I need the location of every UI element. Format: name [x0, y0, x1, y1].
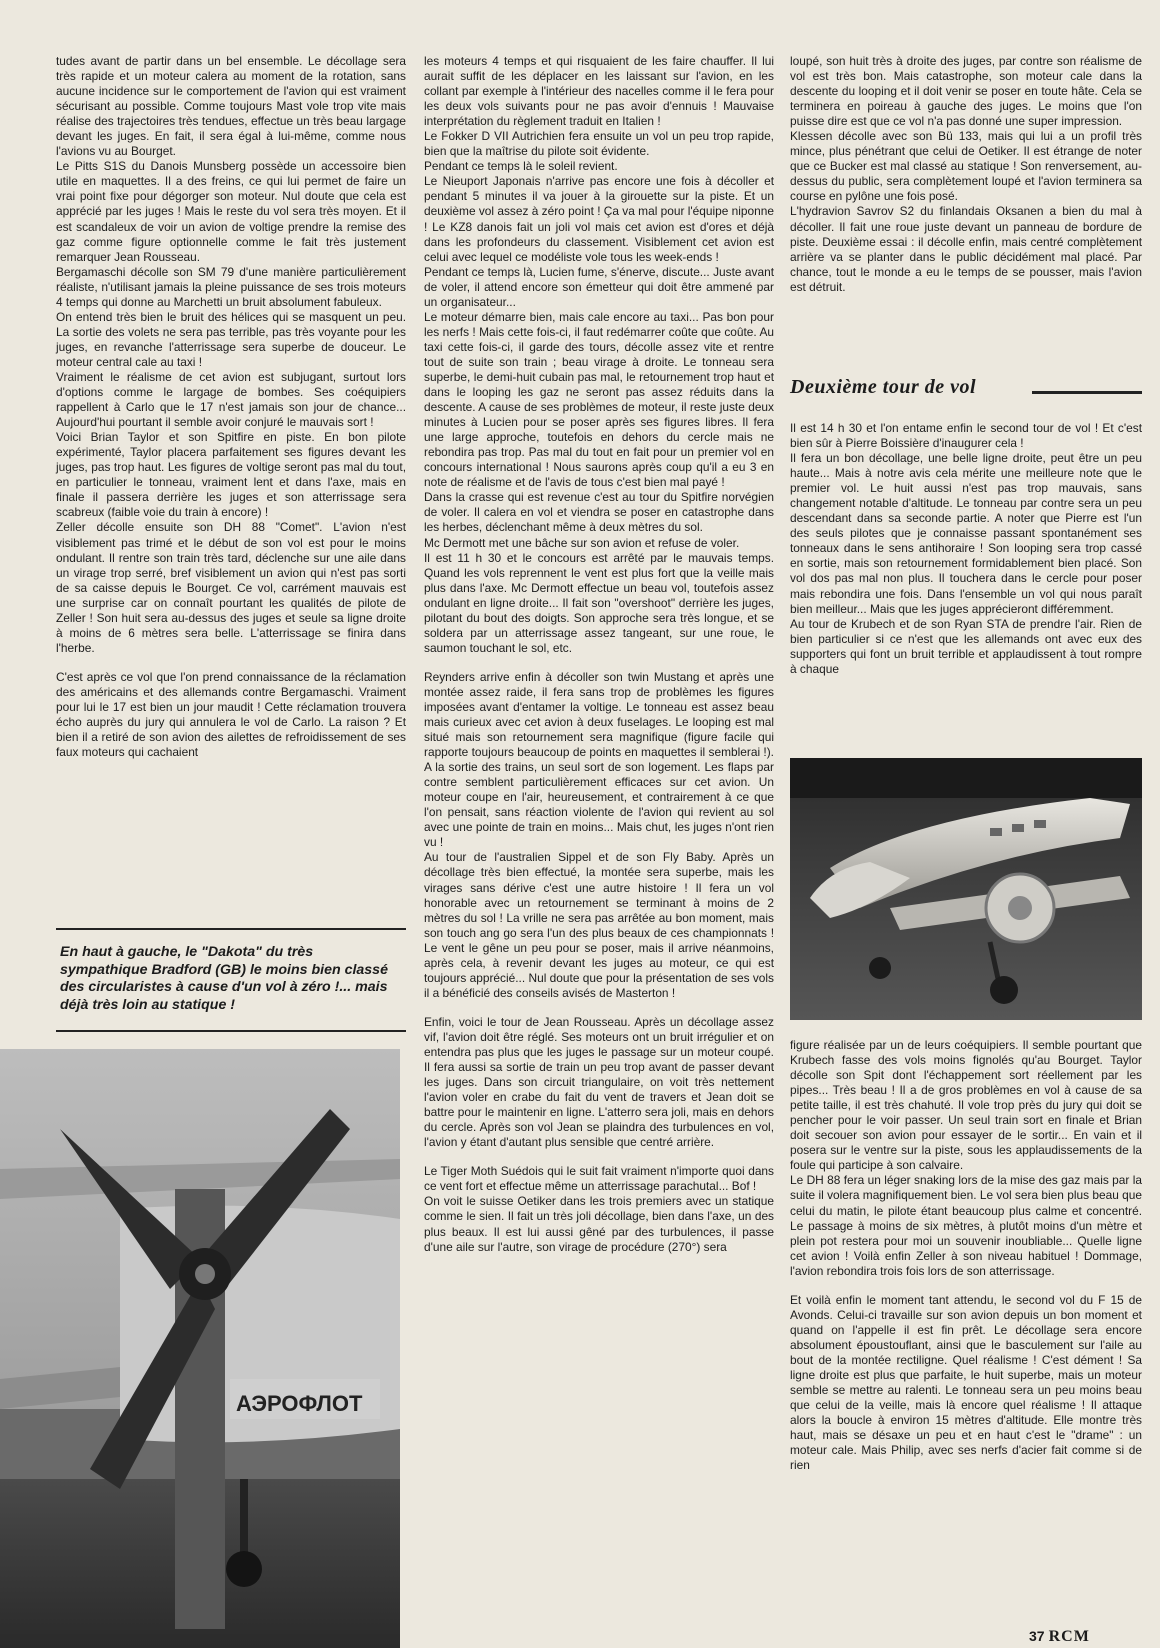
paragraph: Et voilà enfin le moment tant attendu, le second vol du F 15 de Avonds. Celui-ci travaille sur son avion depuis un bon moment et quand on l'appelle il est fin prêt. Le décollage sera encore absolument époustouflant, ainsi que le basculement sur l'aile au bout de la montée rectiligne. Quel réalisme ! C'est dément ! Sa ligne droite est plus que parfaite, le huit superbe, mais un moteur semble se mettre au ralenti. Le tonneau sera un peu moins beau que celui de la veille, mais là encore quel réalisme ! Il attaque alors la boucle à environ 15 mètres d'altitude. Elle montre très haut, mais se désaxe un peu et en haut c'est le "drame" : un moteur cale. Mais Philip, avec ses nerfs d'acier fait comme si de rien	[790, 1292, 1142, 1473]
heading-rule	[1032, 391, 1142, 394]
article-column-3-continued	[790, 1038, 1142, 1473]
page-footer	[1029, 1628, 1090, 1646]
paragraph: On entend très bien le bruit des hélices qui se masquent un peu. La sortie des volets ne sera pas terrible, pas très voyante pour les juges, en revanche l'atterrissage sera superbe de douceur. Le moteur central cale au taxi !	[56, 309, 406, 369]
paragraph: les moteurs 4 temps et qui risquaient de les faire chauffer. Il lui aurait suffit de les déplacer en les laissant sur l'avion, en les collant par exemple à l'intérieur des nacelles comme il le fera pour les deux vols suivants pour ne pas avoir d'ennuis ! Mauvaise interprétation du règlement traduit en Italien !	[424, 54, 774, 129]
dakota-illustration	[790, 758, 1142, 1020]
paragraph: Reynders arrive enfin à décoller son twin Mustang et après une montée assez raide, il fera sans trop de problèmes les figures imposées avant d'entamer la voltige. Le tonneau est assez beau mais curieux avec cet avion à deux fuselages. Le looping est mal situé mais son retournement sera magnifique (figure facile qui rapporte toujours beaucoup de points en maquettes il semblerai !). A la sortie des trains, un seul sort de son logement. Les flaps par contre semblent particulièrement efficaces sur cet avion. Un moteur coupe en l'air, heureusement, et contrairement à ce que l'on pensait, sans réaction violente de l'avion qui revient au sol avec une pointe de train en moins... Mais chut, les juges n'ont rien vu !	[424, 669, 774, 850]
paragraph: Il est 14 h 30 et l'on entame enfin le second tour de vol ! Et c'est bien sûr à Pierre Boissière d'inaugurer cela !	[790, 421, 1142, 451]
paragraph: Au tour de Krubech et de son Ryan STA de prendre l'air. Rien de bien particulier si ce n'est que les allemands ont avec eux des supporters qui font un bruit terrible et applaudissent à tout rompre à chaque	[790, 616, 1142, 676]
article-column-3-section	[790, 421, 1142, 677]
paragraph: loupé, son huit très à droite des juges, par contre son réalisme de vol est très bon. Mais catastrophe, son moteur cale dans la descente du looping et il doit venir se poser en toute hâte. Cela se terminera en poireau à gauche des juges. Le moins que l'on puisse dire est que ce vol n'a pas donné une super impression.	[790, 54, 1142, 129]
paragraph: Mc Dermott met une bâche sur son avion et refuse de voler.	[424, 535, 740, 550]
paragraph: Le Tiger Moth Suédois qui le suit fait vraiment n'importe quoi dans ce vent fort et effectue même un atterrissage parachutal... Bof !	[424, 1164, 774, 1194]
paragraph: On voit le suisse Oetiker dans les trois premiers avec un statique comme le sien. Il fait un très joli décollage, bien dans l'axe, un des plus beaux. Il est lui aussi gêné par des turbulences, il passe d'une aile sur l'autre, son virage de procédure (270°) sera	[424, 1194, 774, 1254]
article-column-1	[56, 54, 406, 760]
paragraph: Il fera un bon décollage, une belle ligne droite, peut être un peu haute... Mais à notre avis cela mérite une meilleure note que le premier vol. Le huit aussi n'est pas trop mauvais, sans changement notable d'altitude. Le tonneau par contre sera un peu descendant dans sa seconde partie. A noter que Pierre est l'un des seuls pilotes que je connaisse passant spontanément ses tonneaux dans le sens antihoraire ! Son looping sera trop cassé en sortie, mais son retournement formidablement bien placé. Son vol dos pas mal non plus. Il touchera dans le cercle pour poser mais rebondira une fois. Dans l'ensemble un vol qui nous paraît bien meilleur... Mais que les juges apprécieront différemment.	[790, 451, 1142, 616]
aeroflot-label: АЭРОФЛОТ	[236, 1391, 363, 1416]
paragraph: Le moteur démarre bien, mais cale encore au taxi... Pas bon pour les nerfs ! Mais cette fois-ci, il faut redémarrer coûte que coûte. Au taxi cette fois-ci, il garde des tours, décolle assez vite et rentre tout de suite son train ; beau virage à droite. Le tonneau sera superbe, le demi-huit cubain pas mal, le retournement trop haut et dans le looping les gaz ne seront pas assez réduits dans la descente. A cause de ses problèmes de moteur, il reste juste deux minutes à Lucien pour se poser après ses figures libres. Il fera une large approche, toutefois en dehors du cercle mais ne rebondira pas trop. Pas mal du tout en fait pour un premier vol en concours international ! Nous saurons après coup qu'il a eu 3 en note de réalisme et de l'avis de tous c'est bien mal payé !	[424, 309, 774, 490]
paragraph: Le Pitts S1S du Danois Munsberg possède un accessoire bien utile en maquettes. Il a des freins, ce qui lui permet de faire un vrai point fixe pour dégorger son moteur. Nul doute que cela est apprécié par les juges ! Mais le reste du vol sera très moyen. Et il est scandaleux de voir un avion de voltige prendre la remise des gaz comme figure optionnelle comme le fait très justement remarquer Jean Rousseau.	[56, 159, 406, 264]
photo-caption: En haut à gauche, le "Dakota" du très sympathique Bradford (GB) le moins bien classé des circularistes à cause d'un vol à zéro !... mais déjà très loin au statique !	[60, 944, 388, 1013]
paragraph: C'est après ce vol que l'on prend connaissance de la réclamation des américains et des allemands contre Bergamaschi. Vraiment pour lui le 17 est bien un jour maudit ! Cette réclamation trouvera écho auprès du jury qui annulera le vol de Carlo. La raison ? Et bien il a retiré de son avion des ailettes de refroidissement de ses faux moteurs qui cachaient	[56, 669, 406, 760]
paragraph: Pendant ce temps là, Lucien fume, s'énerve, discute... Juste avant de voler, il attend encore son émetteur qui doit être ammené par un organisateur...	[424, 264, 774, 309]
paragraph: Bergamaschi décolle son SM 79 d'une manière particulièrement réaliste, n'utilisant jamais la pleine puissance de ses trois moteurs 4 temps qui donne au Marchetti un bruit absolument fabuleux.	[56, 264, 406, 309]
paragraph: Le Nieuport Japonais n'arrive pas encore une fois à décoller et pendant 5 minutes il va jouer à la girouette sur la piste. Et un deuxième vol assez à zéro point ! Ça va mal pour l'équipe niponne ! Le KZ8 danois fait un joli vol mais cet avion est d'ores et déjà dans les profondeurs du classement. Visiblement cet avion est celui avec lequel ce modéliste vole tous les week-ends !	[424, 174, 774, 264]
paragraph: Le Fokker D VII Autrichien fera ensuite un vol un peu trop rapide, bien que la maîtrise du pilote soit évidente.	[424, 129, 774, 159]
magazine-brand: RCM	[1048, 1628, 1090, 1645]
article-column-3	[790, 54, 1142, 295]
paragraph: Klessen décolle avec son Bü 133, mais qui lui a un profil très mince, plus pénétrant que celui de Oetiker. Il est étrange de noter que ce Bucker est mal classé au statique ! Son renversement, au-dessus du public, sera complètement loupé et l'avion terminera sa course en pylône une fois posé.	[790, 129, 1142, 204]
page-number: 37	[1029, 1628, 1045, 1644]
paragraph: figure réalisée par un de leurs coéquipiers. Il semble pourtant que Krubech fasse des vols moins fignolés qu'au Bourget. Taylor décolle son Spit dont l'échappement sort réellement par les pipes... Très beau ! Il a de gros problèmes en vol à cause de sa petite taille, il est très chahuté. Il vole trop près du jury qui doit se pencher pour le voir passer. Un seul train sort en finale et Brian doit secouer son avion pour essayer de le sortir... En vain et il posera sur le ventre sur la piste, sous les applaudissements de la foule qui participe à son calvaire.	[790, 1038, 1142, 1173]
dakota-photo	[790, 758, 1142, 1020]
caption-rule-bottom	[56, 1030, 406, 1032]
paragraph: Enfin, voici le tour de Jean Rousseau. Après un décollage assez vif, l'avion doit être réglé. Ses moteurs ont un bruit irrégulier et on entendra pas plus que les juges le passage sur un moteur coupé. Il fera aussi sa sortie de train un peu trop avant de passer devant les juges. Dans son circuit triangulaire, on voit très nettement l'avion voler en crabe du fait du vent de travers et Jean doit se battre pour le maintenir en ligne. L'atterro sera joli, mais en dehors du cercle. Après son vol Jean se plaindra des turbulences en vol, l'avion y étant d'autant plus sensible que centré arrière.	[424, 1014, 774, 1150]
paragraph: Voici Brian Taylor et son Spitfire en piste. En bon pilote expérimenté, Taylor placera parfaitement ses figures devant les juges, pas trop haut. Les figures de voltige seront pas mal du tout, en particulier le tonneau, vraiment lent et dans l'axe, mais en finale il passera derrière les juges et son atterrissage sera scabreux (faible voie du train à encore) !	[56, 430, 406, 520]
section-heading	[790, 376, 1140, 399]
paragraph: Au tour de l'australien Sippel et de son Fly Baby. Après un décollage très bien effectué, la montée sera superbe, mais les virages sans dérive c'est une autre histoire ! Il fera un vol honorable avec un retournement se terminant à moins de 2 mètres du sol ! La vrille ne sera pas arrêtée au bon moment, mais son touch ang go sera l'un des plus beaux de ces championnats ! Le vent le gêne un peu pour se poser, mais il arrive néanmoins, après cela, à revenir devant les juges au moteur, ce qui est toujours apprécié... Nul doute que pour la présentation de ses vols il a bénéficié des conseils avisés de Masterton !	[424, 850, 774, 1000]
paragraph: Zeller décolle ensuite son DH 88 "Comet". L'avion n'est visiblement pas trimé et le début de son vol est pour le moins ondulant. Il rentre son train très tard, déclenche sur une aile dans un virage trop serré, bref visiblement un avion qui n'est pas sorti de sa caisse depuis le Bourget. Ce vol, carrément mauvais est une surprise car on connaît pourtant les qualités de pilote de Zeller ! Son huit sera au-dessus des juges et seule sa ligne droite à moins de 6 mètres sera belle. L'atterrissage se finira dans l'herbe.	[56, 520, 406, 655]
paragraph: Vraiment le réalisme de cet avion est subjugant, surtout lors d'options comme le largage de bombes. Ses coéquipiers rappellent à Carlo que le 17 n'est jamais son jour de chance... Aujourd'hui pourtant il semble avoir conjuré le mauvais sort !	[56, 369, 406, 430]
paragraph: Il est 11 h 30 et le concours est arrêté par le mauvais temps. Quand les vols reprennent le vent est plus fort que la veille mais plus dans l'axe. Mc Dermott effectue un beau vol, toutefois assez ondulant en ligne droite... Il fait son "overshoot" derrière les juges, pilotant du bout des doigts. Son approche sera très longue, et se soldera par un atterrissage assez tangeant, sur une roue, le saumon touchant le sol, etc.	[424, 550, 774, 655]
section-heading-text: Deuxième tour de vol	[790, 376, 977, 398]
aeroflot-photo	[0, 1049, 400, 1648]
paragraph: L'hydravion Savrov S2 du finlandais Oksanen a bien du mal à décoller. Il fait une roue juste devant un panneau de bordure de piste. Deuxième essai : il décolle enfin, mais centré complètement arrière va se planter dans le public décidément mal placé. Par chance, tout le monde a eu le temps de se pousser, mais l'avion est détruit.	[790, 204, 1142, 294]
article-column-2	[424, 54, 774, 1255]
paragraph: Dans la crasse qui est revenue c'est au tour du Spitfire norvégien de voler. Il calera en vol et viendra se poser en catastrophe dans les herbes, déclenchant même à deux mètres du sol.	[424, 490, 774, 535]
paragraph: Le DH 88 fera un léger snaking lors de la mise des gaz mais par la suite il volera magnifiquement bien. Le vol sera bien plus beau que celui du matin, le pilote étant beaucoup plus calme et concentré. Le passage à moins de six mètres, à plutôt moins d'un mètre et plein pot restera pour moi un souvenir inoubliable... Quelle ligne cet avion ! Voilà enfin Zeller à son niveau habituel ! Dommage, l'avion rebondira trois fois lors de son atterrissage.	[790, 1173, 1142, 1278]
paragraph: tudes avant de partir dans un bel ensemble. Le décollage sera très rapide et un moteur calera au moment de la rotation, sans aucune incidence sur le comportement de l'avion qui est vraiment sécurisant au possible. Comme toujours Mast vole trop vite mais réalise des trajectoires très tendues, effectue un très beau largage devant les juges. En fait, il sera égal à lui-même, comme nous l'avions vu au Bourget.	[56, 54, 406, 159]
paragraph: Pendant ce temps là le soleil revient.	[424, 159, 618, 174]
aeroflot-illustration	[0, 1049, 400, 1648]
caption-rule-top	[56, 928, 406, 930]
